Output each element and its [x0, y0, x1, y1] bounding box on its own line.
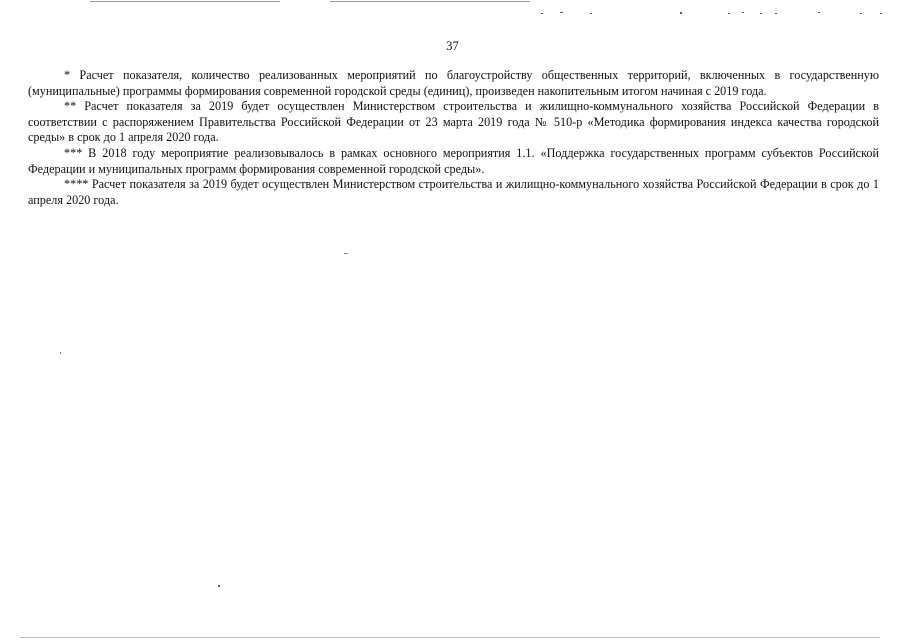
scan-speck [818, 12, 820, 13]
footnotes-block [28, 68, 879, 208]
scan-edge-top-right [330, 1, 530, 2]
scan-speck [860, 13, 862, 14]
scan-edge-top-left [90, 1, 280, 2]
scan-speck [590, 13, 592, 14]
footnote-4: **** Расчет показателя за 2019 будет осуществлен Министерством строительства и жилищно-коммунального хозяйства Российской Федерации в срок до 1 апреля 2020 года. [28, 177, 879, 207]
page-number: 37 [446, 39, 459, 53]
scan-speck [344, 253, 348, 254]
footnote-3: *** В 2018 году мероприятие реализовывалось в рамках основного мероприятия 1.1. «Поддержка государственных программ субъектов Российской Федерации и муниципальных программ формирования современной городской среды». [28, 145, 879, 176]
scan-speck [760, 13, 762, 14]
footnote-2: ** Расчет показателя за 2019 будет осуществлен Министерством строительства и жилищно-коммунального хозяйства Российской Федерации в соответствии с распоряжением Правительства Российской Федерации от 23 марта 2019 года № 510-р «Методика формирования индекса качества городской среды» в срок до 1 апреля 2020 года. [28, 99, 879, 145]
scan-speck [218, 585, 220, 587]
scan-speck [680, 12, 682, 14]
scan-speck [775, 13, 777, 14]
scan-speck [60, 352, 61, 354]
scan-speck [728, 13, 730, 14]
scan-speck [742, 12, 744, 13]
footnote-1: * Расчет показателя, количество реализованных мероприятий по благоустройству общественных территорий, включенных в государственную (муниципальные) программы формирования современной городской среды (единиц), произведен накопительным итогом начиная с 2019 года. [28, 68, 879, 98]
scan-speck [880, 13, 882, 14]
scan-speck [560, 12, 563, 13]
scan-edge-bottom [20, 637, 880, 638]
scan-speck [541, 13, 543, 14]
